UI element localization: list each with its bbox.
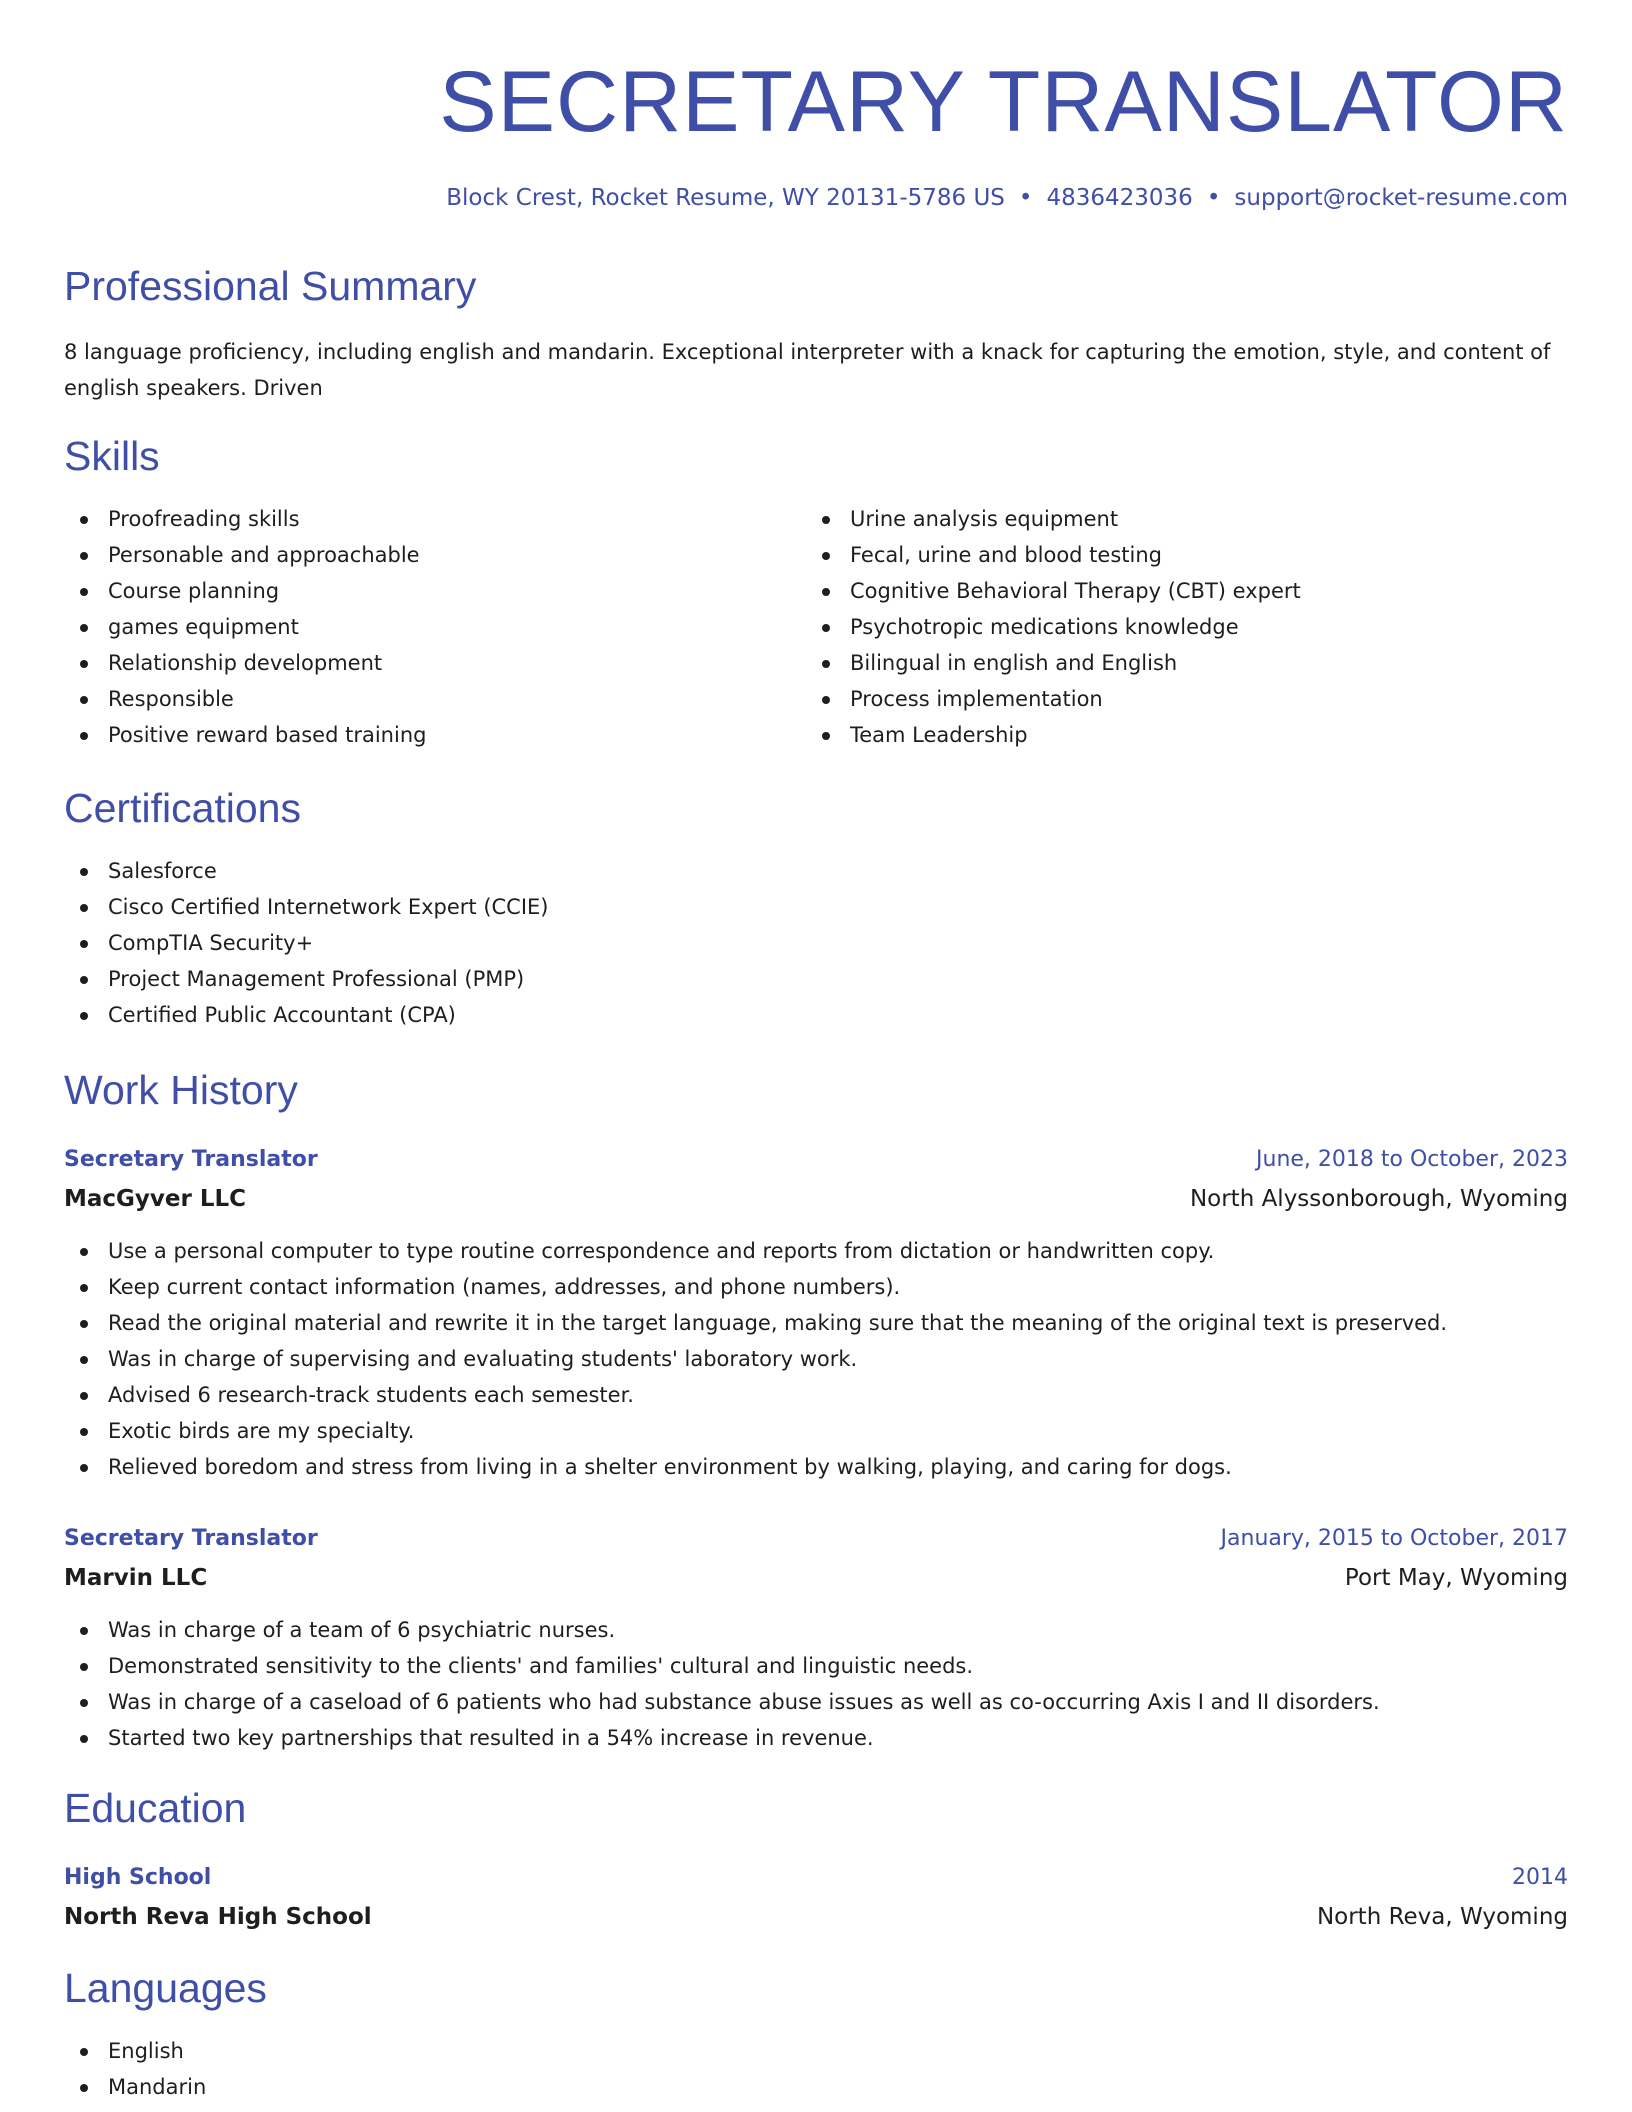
language-item: Mandarin: [64, 2069, 206, 2105]
summary-text: 8 language proficiency, including english and mandarin. Exceptional interpreter with a knack for capturing the emotion, style, and content of english speakers. Driven: [64, 340, 1551, 400]
skill-item: Psychotropic medications knowledge: [806, 609, 1301, 645]
job-header: [64, 1520, 1568, 1558]
skill-item: Cognitive Behavioral Therapy (CBT) expert: [806, 573, 1301, 609]
job-bullet: Advised 6 research-track students each semester.: [64, 1377, 1447, 1413]
skill-item: Team Leadership: [806, 717, 1301, 753]
job-bullet: Relieved boredom and stress from living in a shelter environment by walking, playing, and caring for dogs.: [64, 1449, 1447, 1485]
skills-list-right: [806, 501, 1301, 753]
job-company: MacGyver LLC: [64, 1186, 247, 1212]
skill-item: Personable and approachable: [64, 537, 426, 573]
certification-item: Project Management Professional (PMP): [64, 961, 549, 997]
skill-item: Positive reward based training: [64, 717, 426, 753]
job-dates: January, 2015 to October, 2017: [1220, 1526, 1568, 1551]
contact-address: Block Crest, Rocket Resume, WY 20131-5786 US: [446, 185, 1005, 211]
education-school-row: [64, 1898, 1568, 1936]
job-title: Secretary Translator: [64, 1147, 318, 1172]
job-dates: June, 2018 to October, 2023: [1256, 1147, 1568, 1172]
job-bullet: Started two key partnerships that resulted in a 54% increase in revenue.: [64, 1720, 1380, 1756]
education-degree: High School: [64, 1865, 212, 1890]
education-location: North Reva, Wyoming: [1316, 1904, 1568, 1930]
job-company-row: [64, 1180, 1568, 1218]
skill-item: Responsible: [64, 681, 426, 717]
section-title-work-history: Work History: [64, 1067, 298, 1113]
job-bullet: Was in charge of a team of 6 psychiatric nurses.: [64, 1612, 1380, 1648]
skill-item: Fecal, urine and blood testing: [806, 537, 1301, 573]
candidate-name: SECRETARY TRANSLATOR: [439, 54, 1568, 150]
certification-item: Certified Public Accountant (CPA): [64, 997, 549, 1033]
contact-separator: •: [1206, 185, 1221, 211]
contact-phone: 4836423036: [1046, 185, 1193, 211]
job-bullet: Exotic birds are my specialty.: [64, 1413, 1447, 1449]
job-bullet: Was in charge of a caseload of 6 patients who had substance abuse issues as well as co-occurring Axis I and II disorders.: [64, 1684, 1380, 1720]
certifications-list: [64, 853, 549, 1033]
job-bullet: Was in charge of supervising and evaluating students' laboratory work.: [64, 1341, 1447, 1377]
job-location: North Alyssonborough, Wyoming: [1189, 1186, 1568, 1212]
contact-separator: •: [1018, 185, 1033, 211]
certification-item: Cisco Certified Internetwork Expert (CCIE): [64, 889, 549, 925]
skill-item: Process implementation: [806, 681, 1301, 717]
job-location: Port May, Wyoming: [1344, 1565, 1568, 1591]
skill-item: Relationship development: [64, 645, 426, 681]
job-bullets: [64, 1612, 1380, 1756]
skill-item: Course planning: [64, 573, 426, 609]
job-header: [64, 1141, 1568, 1179]
job-company: Marvin LLC: [64, 1565, 208, 1591]
job-bullet: Demonstrated sensitivity to the clients' and families' cultural and linguistic needs.: [64, 1648, 1380, 1684]
languages-list: [64, 2033, 206, 2105]
job-company-row: [64, 1559, 1568, 1597]
skill-item: Urine analysis equipment: [806, 501, 1301, 537]
education-school: North Reva High School: [64, 1904, 372, 1930]
section-title-languages: Languages: [64, 1965, 267, 2011]
language-item: English: [64, 2033, 206, 2069]
section-title-education: Education: [64, 1785, 247, 1831]
job-bullets: [64, 1233, 1447, 1485]
section-title-certifications: Certifications: [64, 785, 301, 831]
job-bullet: Read the original material and rewrite it in the target language, making sure that the meaning of the original text is preserved.: [64, 1305, 1447, 1341]
education-header: [64, 1859, 1568, 1897]
job-bullet: Keep current contact information (names, addresses, and phone numbers).: [64, 1269, 1447, 1305]
certification-item: Salesforce: [64, 853, 549, 889]
contact-email[interactable]: support@rocket-resume.com: [1234, 185, 1568, 211]
skill-item: Proofreading skills: [64, 501, 426, 537]
job-title: Secretary Translator: [64, 1526, 318, 1551]
certification-item: CompTIA Security+: [64, 925, 549, 961]
skill-item: games equipment: [64, 609, 426, 645]
contact-line: [446, 178, 1568, 218]
skills-list-left: [64, 501, 426, 753]
skill-item: Bilingual in english and English: [806, 645, 1301, 681]
section-title-summary: Professional Summary: [64, 263, 477, 309]
section-title-skills: Skills: [64, 433, 160, 479]
education-year: 2014: [1512, 1865, 1568, 1890]
job-bullet: Use a personal computer to type routine correspondence and reports from dictation or handwritten copy.: [64, 1233, 1447, 1269]
